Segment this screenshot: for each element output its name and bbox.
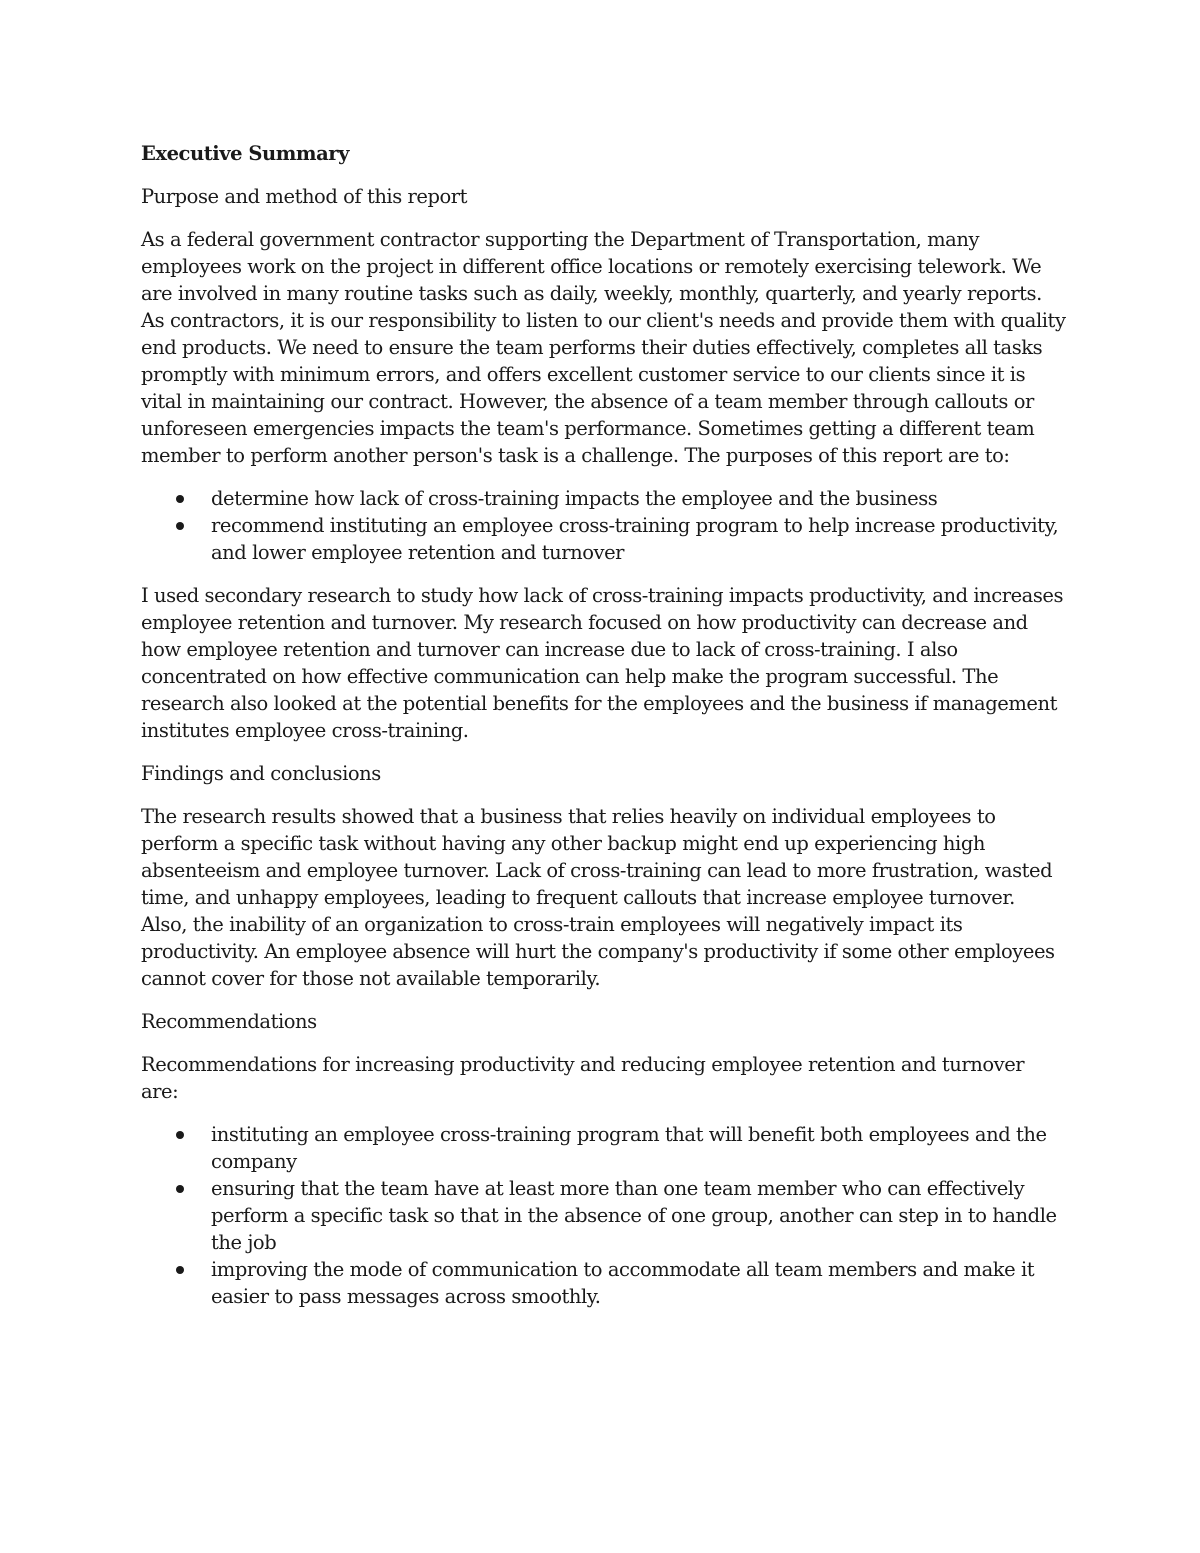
purpose-paragraph: As a federal government contractor supporting the Department of Transportation, many employees work on the project in different office locations or remotely exercising telework. We are involved in many routine tasks such as daily, weekly, monthly, quarterly, and yearly reports. As contractors, it is our responsibility to listen to our client's needs and provide them with quality end products. We need to ensure the team performs their duties effectively, completes all tasks promptly with minimum errors, and offers excellent customer service to our clients since it is vital in maintaining our contract. However, the absence of a team member through callouts or unforeseen emergencies impacts the team's performance. Sometimes getting a different team member to perform another person's task is a challenge. The purposes of this report are to: (141, 228, 1066, 467)
bullet-icon (176, 1131, 184, 1139)
list-item (141, 485, 1066, 512)
bullet-icon (176, 1266, 184, 1274)
list-item-text: ensuring that the team have at least more than one team member who can effectively perform a specific task so that in the absence of one group, another can step in to handle the job (211, 1177, 1057, 1254)
list-item (141, 1175, 1066, 1256)
findings-paragraph: The research results showed that a business that relies heavily on individual employees to perform a specific task without having any other backup might end up experiencing high absenteeism and employee turnover. Lack of cross-training can lead to more frustration, wasted time, and unhappy employees, leading to frequent callouts that increase employee turnover. Also, the inability of an organization to cross-train employees will negatively impact its productivity. An employee absence will hurt the company's productivity if some other employees cannot cover for those not available temporarily. (141, 805, 1055, 990)
recommendations-intro: Recommendations for increasing productivity and reducing employee retention and turnover are: (141, 1053, 1025, 1103)
bullet-icon (176, 1185, 184, 1193)
bullet-icon (176, 522, 184, 530)
list-item-text: improving the mode of communication to accommodate all team members and make it easier to pass messages across smoothly. (211, 1258, 1035, 1308)
list-item-text: recommend instituting an employee cross-training program to help increase productivity, and lower employee retention and turnover (211, 514, 1059, 564)
purpose-bullet-list (141, 485, 1066, 566)
list-item (141, 1256, 1066, 1310)
list-item-text: instituting an employee cross-training program that will benefit both employees and the company (211, 1123, 1047, 1173)
list-item (141, 1121, 1066, 1175)
section-heading-purpose: Purpose and method of this report (141, 185, 468, 208)
recommendations-bullet-list (141, 1121, 1066, 1310)
document-page (141, 140, 1066, 1326)
list-item-text: determine how lack of cross-training impacts the employee and the business (211, 487, 938, 510)
section-heading-recommendations: Recommendations (141, 1010, 317, 1033)
section-heading-findings: Findings and conclusions (141, 762, 381, 785)
list-item (141, 512, 1066, 566)
document-title: Executive Summary (141, 142, 350, 165)
method-paragraph: I used secondary research to study how lack of cross-training impacts productivity, and increases employee retention and turnover. My research focused on how productivity can decrease and how employee retention and turnover can increase due to lack of cross-training. I also concentrated on how effective communication can help make the program successful. The research also looked at the potential benefits for the employees and the business if management institutes employee cross-training. (141, 584, 1064, 742)
bullet-icon (176, 495, 184, 503)
